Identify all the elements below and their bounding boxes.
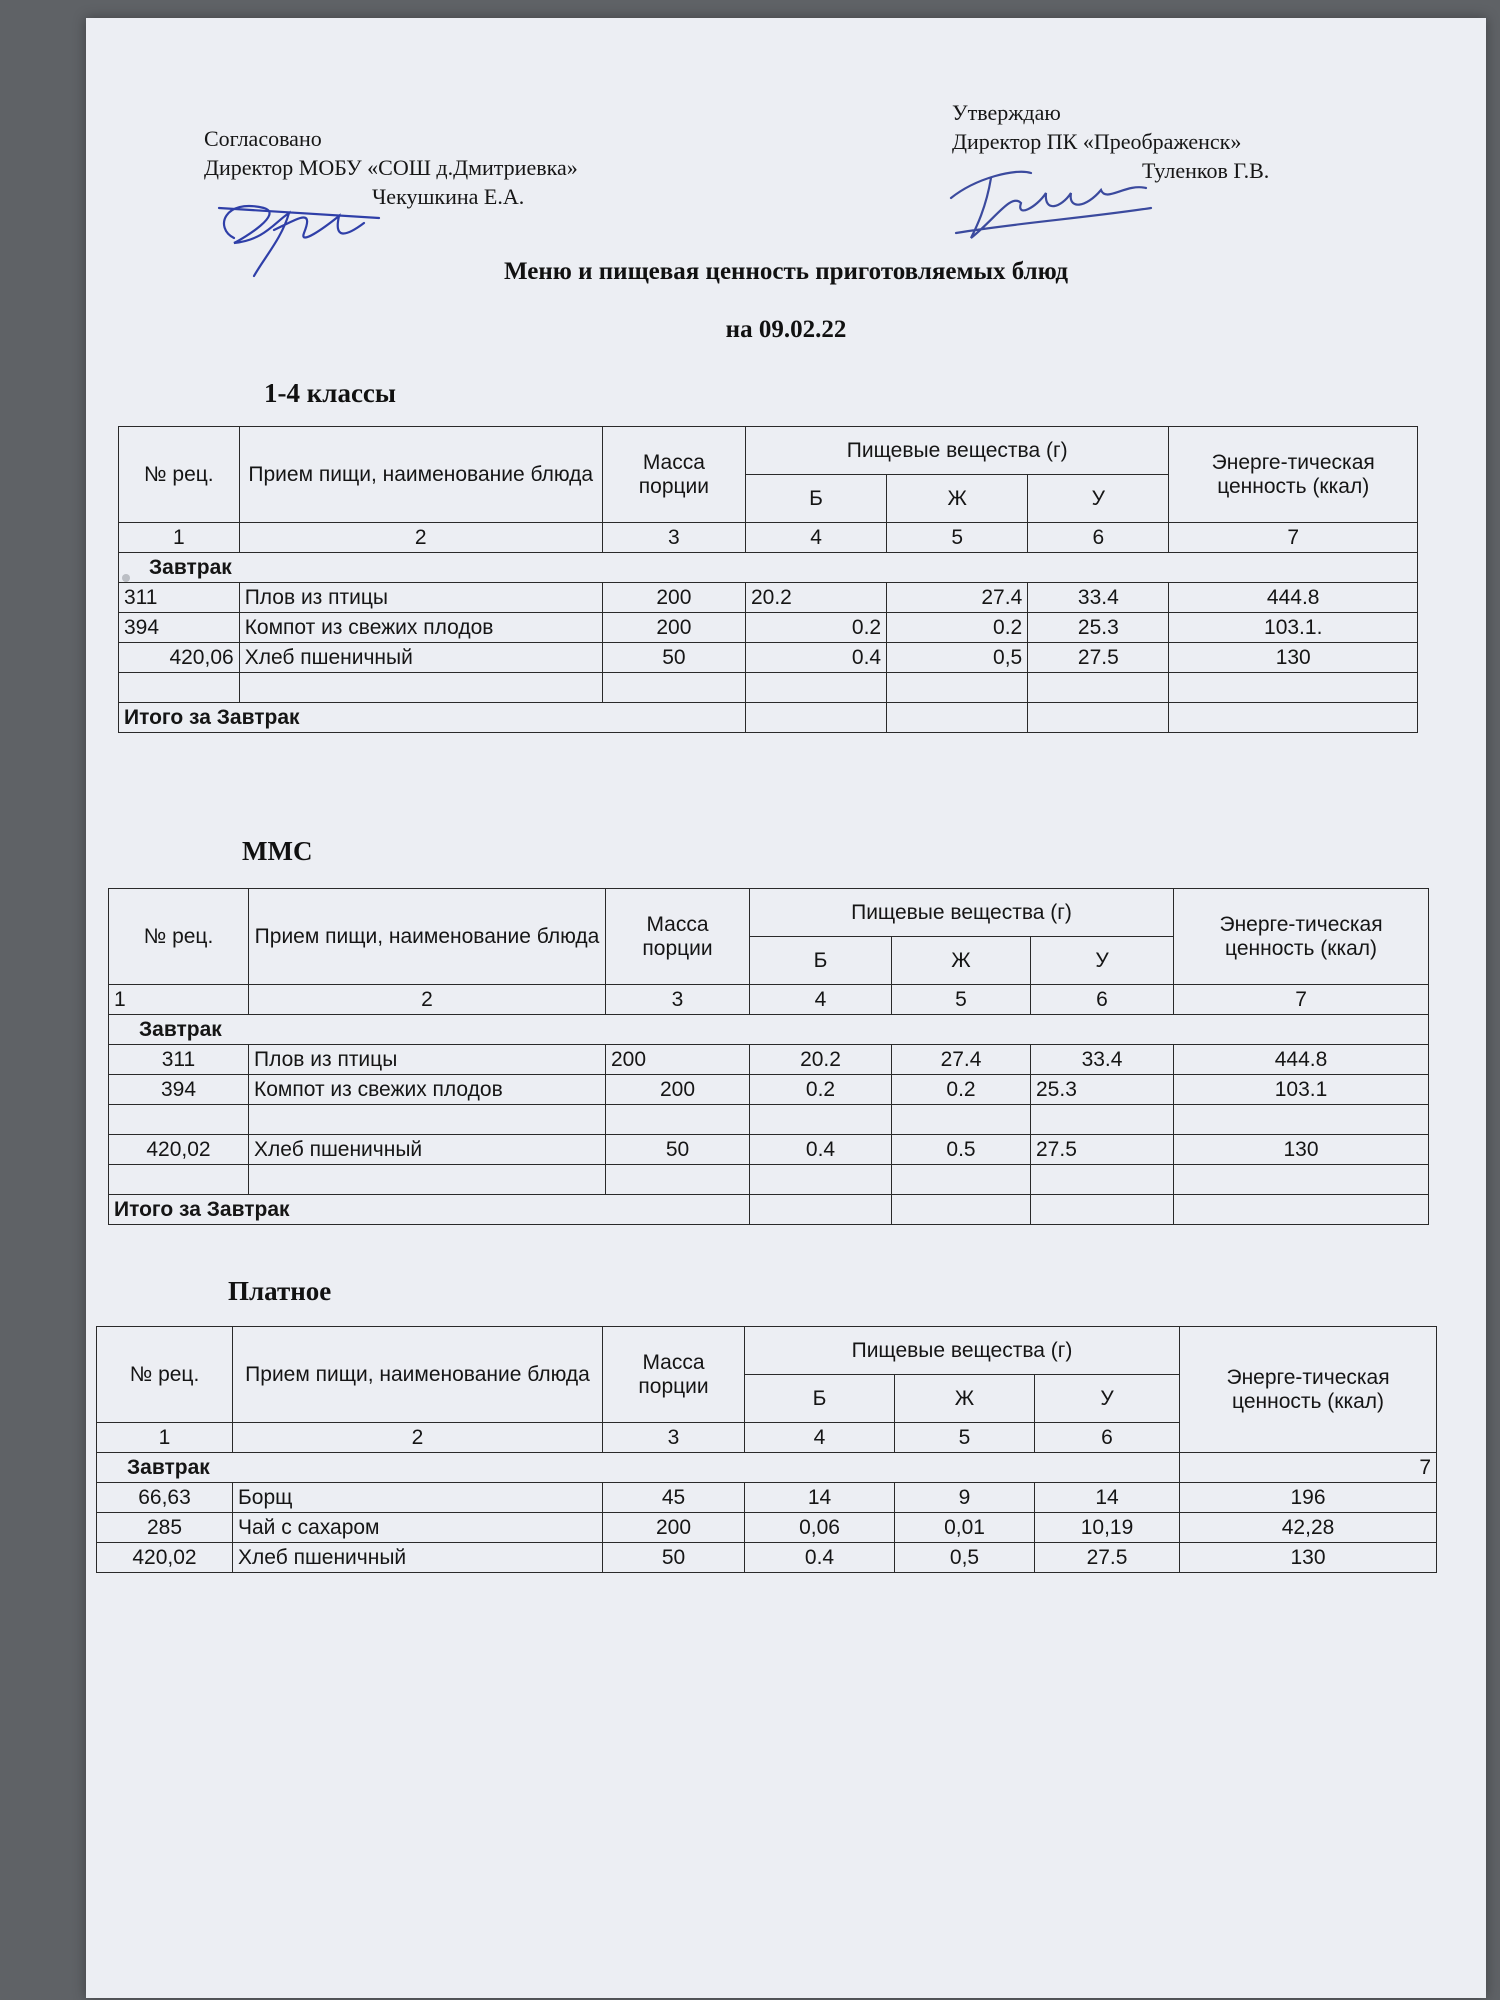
cell-b: 0.4 <box>745 643 886 673</box>
table-row <box>119 613 1418 643</box>
total-row <box>109 1195 1429 1225</box>
cell-rec: 420,02 <box>97 1543 233 1573</box>
cell-rec: 311 <box>109 1045 249 1075</box>
cell-u: 10,19 <box>1035 1513 1180 1543</box>
document-title: Меню и пищевая ценность приготовляемых блюд <box>503 258 1068 285</box>
col-number: 3 <box>606 985 750 1015</box>
col-header-rec: № рец. <box>97 1327 233 1423</box>
cell-b: 0.2 <box>750 1075 892 1105</box>
cell-dish: Плов из птицы <box>249 1045 606 1075</box>
cell-zh: 0.5 <box>892 1135 1031 1165</box>
cell-dish: Плов из птицы <box>239 583 602 613</box>
col-header-mass: Масса порции <box>603 1327 745 1423</box>
col-header-nutrients: Пищевые вещества (г) <box>745 1327 1180 1375</box>
table-row <box>119 643 1418 673</box>
cell-energy: 196 <box>1180 1483 1437 1513</box>
cell-b: 20.2 <box>750 1045 892 1075</box>
col-header-u: У <box>1031 937 1174 985</box>
meal-row <box>109 1015 1429 1045</box>
approval-left-name: Чекушкина Е.А. <box>372 184 525 209</box>
cell-energy: 103.1. <box>1169 613 1418 643</box>
document-sheet <box>86 18 1486 1998</box>
table-row <box>97 1483 1437 1513</box>
meal-label: Завтрак <box>109 1015 1429 1045</box>
cell-rec: 420,06 <box>119 643 240 673</box>
cell-u: 25.3 <box>1028 613 1169 643</box>
cell-b: 20.2 <box>745 583 886 613</box>
col-header-dish: Прием пищи, наименование блюда <box>249 889 606 985</box>
col-number: 6 <box>1035 1423 1180 1453</box>
cell-u: 27.5 <box>1028 643 1169 673</box>
col-header-rec: № рец. <box>119 427 240 523</box>
meal-row <box>97 1453 1437 1483</box>
section-label: 1-4 классы <box>264 378 396 408</box>
table-row <box>109 1075 1429 1105</box>
column-number-row <box>119 523 1418 553</box>
col-header-b: Б <box>745 475 886 523</box>
col-header-b: Б <box>750 937 892 985</box>
cell-mass: 50 <box>602 643 745 673</box>
cell-mass: 200 <box>602 613 745 643</box>
cell-u: 33.4 <box>1028 583 1169 613</box>
col-number: 7 <box>1169 523 1418 553</box>
cell-dish: Компот из свежих плодов <box>249 1075 606 1105</box>
col-number: 3 <box>602 523 745 553</box>
col-header-energy: Энерге-тическая ценность (ккал) <box>1169 427 1418 523</box>
meal-row <box>119 553 1418 583</box>
cell-dish: Хлеб пшеничный <box>233 1543 603 1573</box>
cell-b: 0,06 <box>745 1513 895 1543</box>
cell-b: 0.4 <box>745 1543 895 1573</box>
table-row <box>109 1045 1429 1075</box>
cell-energy: 444.8 <box>1169 583 1418 613</box>
col-number: 5 <box>892 985 1031 1015</box>
cell-rec: 394 <box>109 1075 249 1105</box>
cell-energy: 42,28 <box>1180 1513 1437 1543</box>
cell-rec: 420,02 <box>109 1135 249 1165</box>
total-label: Итого за Завтрак <box>109 1195 750 1225</box>
menu-table <box>108 888 1429 1225</box>
col-number: 2 <box>249 985 606 1015</box>
cell-mass: 45 <box>603 1483 745 1513</box>
cell-b: 14 <box>745 1483 895 1513</box>
empty-row <box>119 673 1418 703</box>
col-header-zh: Ж <box>895 1375 1035 1423</box>
col-number: 4 <box>745 523 886 553</box>
cell-b: 0.2 <box>745 613 886 643</box>
menu-table <box>96 1326 1437 1573</box>
col-header-mass: Масса порции <box>606 889 750 985</box>
cell-zh: 27.4 <box>892 1045 1031 1075</box>
col-header-nutrients: Пищевые вещества (г) <box>745 427 1168 475</box>
col-header-zh: Ж <box>892 937 1031 985</box>
total-row <box>119 703 1418 733</box>
col-header-u: У <box>1035 1375 1180 1423</box>
cell-mass: 200 <box>606 1075 750 1105</box>
cell-zh: 0.2 <box>892 1075 1031 1105</box>
cell-zh: 27.4 <box>887 583 1028 613</box>
cell-zh: 0.2 <box>887 613 1028 643</box>
col-number: 5 <box>895 1423 1035 1453</box>
col-header-dish: Прием пищи, наименование блюда <box>239 427 602 523</box>
cell-rec: 311 <box>119 583 240 613</box>
cell-energy: 103.1 <box>1174 1075 1429 1105</box>
cell-zh: 9 <box>895 1483 1035 1513</box>
meal-label: Завтрак <box>119 553 1418 583</box>
approval-left-position: Директор МОБУ «СОШ д.Дмитриевка» <box>204 155 578 180</box>
empty-row <box>109 1105 1429 1135</box>
col-number: 2 <box>239 523 602 553</box>
cell-zh: 0,5 <box>895 1543 1035 1573</box>
col-header-u: У <box>1028 475 1169 523</box>
cell-mass: 50 <box>606 1135 750 1165</box>
cell-energy: 130 <box>1174 1135 1429 1165</box>
cell-energy: 130 <box>1180 1543 1437 1573</box>
cell-rec: 285 <box>97 1513 233 1543</box>
table-row <box>97 1543 1437 1573</box>
cell-dish: Хлеб пшеничный <box>249 1135 606 1165</box>
cell-rec: 66,63 <box>97 1483 233 1513</box>
approval-left-status: Согласовано <box>204 126 322 151</box>
total-label: Итого за Завтрак <box>119 703 746 733</box>
col-number: 3 <box>603 1423 745 1453</box>
cell-u: 14 <box>1035 1483 1180 1513</box>
col-header-zh: Ж <box>887 475 1028 523</box>
document-date: на 09.02.22 <box>725 316 847 343</box>
col-header-dish: Прием пищи, наименование блюда <box>233 1327 603 1423</box>
cell-mass: 200 <box>602 583 745 613</box>
column-number-row <box>109 985 1429 1015</box>
section-label: Платное <box>228 1276 332 1306</box>
table-row <box>119 583 1418 613</box>
cell-rec: 394 <box>119 613 240 643</box>
col-number: 7 <box>1174 985 1429 1015</box>
col-header-energy: Энерге-тическая ценность (ккал) <box>1180 1327 1437 1453</box>
cell-dish: Хлеб пшеничный <box>239 643 602 673</box>
col-number: 7 <box>1180 1453 1437 1483</box>
col-number: 6 <box>1031 985 1174 1015</box>
cell-dish: Чай с сахаром <box>233 1513 603 1543</box>
cell-u: 27.5 <box>1035 1543 1180 1573</box>
empty-row <box>109 1165 1429 1195</box>
approval-right-status: Утверждаю <box>952 100 1061 125</box>
cell-mass: 200 <box>606 1045 750 1075</box>
approval-right-name: Туленков Г.В. <box>1142 158 1270 183</box>
signature-right-icon <box>936 138 1166 248</box>
cell-mass: 200 <box>603 1513 745 1543</box>
table-row <box>109 1135 1429 1165</box>
meal-label: Завтрак <box>97 1453 1180 1483</box>
cell-zh: 0,5 <box>887 643 1028 673</box>
cell-u: 25.3 <box>1031 1075 1174 1105</box>
cell-u: 27.5 <box>1031 1135 1174 1165</box>
col-number: 4 <box>745 1423 895 1453</box>
menu-table <box>118 426 1418 733</box>
cell-u: 33.4 <box>1031 1045 1174 1075</box>
cell-energy: 444.8 <box>1174 1045 1429 1075</box>
cell-zh: 0,01 <box>895 1513 1035 1543</box>
col-number: 5 <box>887 523 1028 553</box>
table-row <box>97 1513 1437 1543</box>
col-number: 1 <box>109 985 249 1015</box>
cell-dish: Борщ <box>233 1483 603 1513</box>
col-number: 6 <box>1028 523 1169 553</box>
cell-b: 0.4 <box>750 1135 892 1165</box>
col-number: 1 <box>119 523 240 553</box>
col-number: 1 <box>97 1423 233 1453</box>
cell-mass: 50 <box>603 1543 745 1573</box>
section-label: ММС <box>242 836 313 866</box>
col-header-mass: Масса порции <box>602 427 745 523</box>
col-header-nutrients: Пищевые вещества (г) <box>750 889 1174 937</box>
col-header-energy: Энерге-тическая ценность (ккал) <box>1174 889 1429 985</box>
col-number: 2 <box>233 1423 603 1453</box>
cell-energy: 130 <box>1169 643 1418 673</box>
col-header-rec: № рец. <box>109 889 249 985</box>
col-number: 4 <box>750 985 892 1015</box>
approval-right-position: Директор ПК «Преображенск» <box>952 129 1242 154</box>
cell-dish: Компот из свежих плодов <box>239 613 602 643</box>
col-header-b: Б <box>745 1375 895 1423</box>
